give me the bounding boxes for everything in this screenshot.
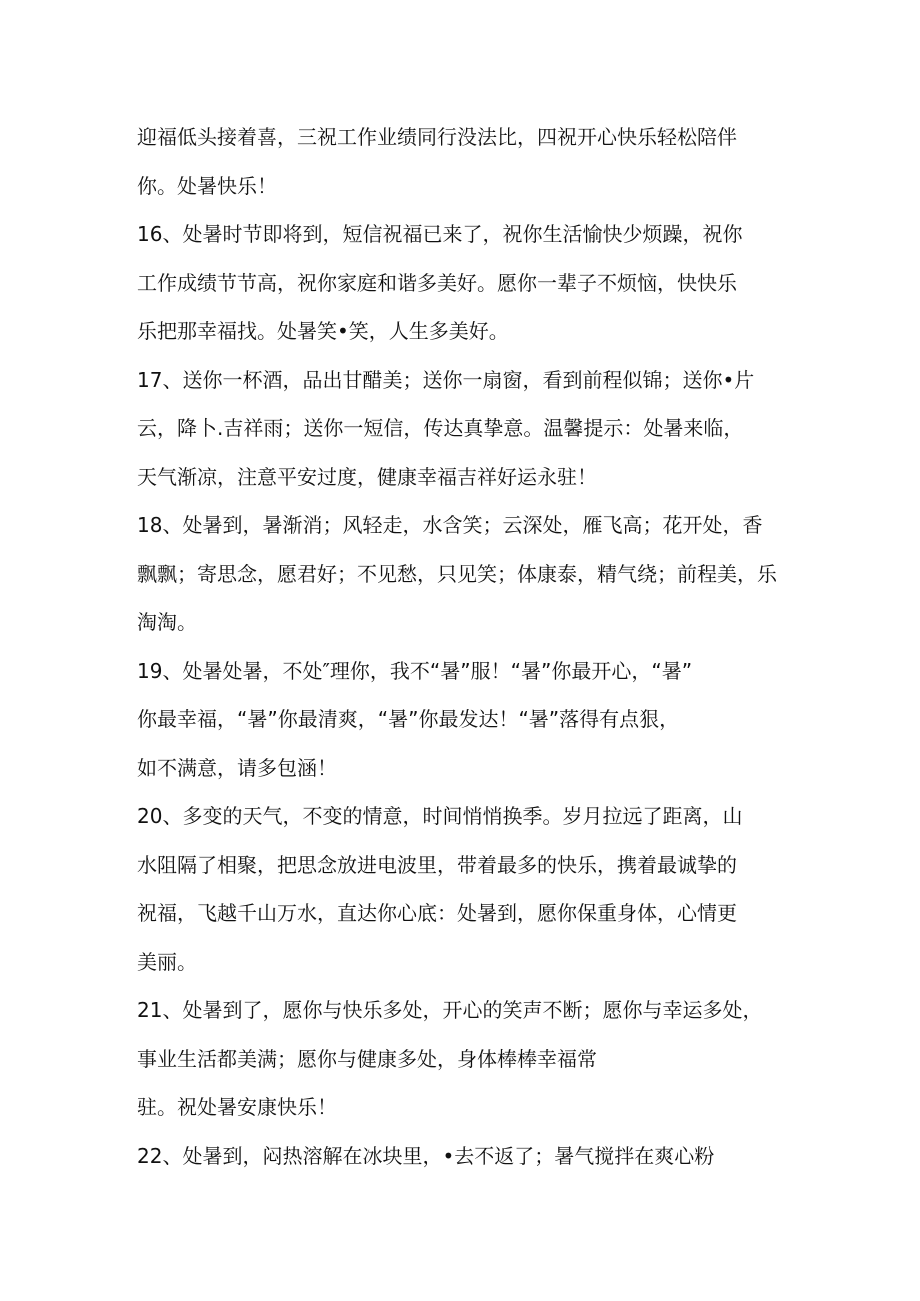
text-line: 工作成绩节节高，祝你家庭和谐多美好。愿你一辈子不烦恼，快快乐 [137, 270, 737, 295]
text-line: 飘飘；寄思念，愿君好；不见愁，只见笑；体康泰，精气绕；前程美，乐 [137, 561, 777, 586]
text-line: 16、处暑时节即将到，短信祝福已来了，祝你生活愉快少烦躁，祝你 [137, 222, 743, 246]
text-line: 驻。祝处暑安康快乐！ [137, 1095, 337, 1119]
text-line: 淘淘。 [137, 610, 197, 634]
text-line: 事业生活都美满；愿你与健康多处，身体棒棒幸福常 [137, 1046, 597, 1071]
text-line: 如不满意，请多包涵！ [137, 755, 337, 780]
text-line: 17、送你一杯酒，品出甘醋美；送你一扇窗，看到前程似锦；送你•片 [137, 367, 755, 392]
text-line: 21、处暑到了，愿你与快乐多处，开心的笑声不断；愿你与幸运多处， [137, 998, 763, 1022]
text-line: 20、多变的天气，不变的情意，时间悄悄换季。岁月拉远了距离，山 [137, 804, 743, 828]
text-line: 美丽。 [137, 949, 197, 974]
text-line: 云，降卜.吉祥雨；送你一短信，传达真挚意。温馨提示：处暑来临， [137, 416, 744, 440]
text-line: 19、处暑处暑，不处″理你，我不“暑”服！“暑”你最开心，“暑” [137, 658, 693, 683]
text-line: 祝福，飞越千山万水，直达你心底：处暑到，愿你保重身体，心情更 [137, 901, 737, 925]
text-line: 天气渐凉，注意平安过度，健康幸福吉祥好运永驻！ [137, 464, 597, 489]
text-line: 你最幸福，“暑”你最清爽，“暑”你最发达！“暑”落得有点狠， [137, 707, 680, 731]
text-line: 迎福低头接着喜，三祝工作业绩同行没法比，四祝开心快乐轻松陪伴 [137, 125, 737, 149]
text-line: 你。处暑快乐！ [137, 173, 277, 198]
document-body [137, 113, 797, 1180]
text-line: 水阻隔了相聚，把思念放进电波里，带着最多的快乐，携着最诚挚的 [137, 852, 737, 877]
text-line: 22、处暑到，闷热溶解在冰块里，•去不返了；暑气搅拌在爽心粉 [137, 1143, 715, 1168]
text-line: 乐把那幸福找。处暑笑•笑，人生多美好。 [137, 319, 509, 343]
text-line: 18、处暑到，暑渐消；风轻走，水含笑；云深处，雁飞高；花开处，香 [137, 513, 763, 537]
